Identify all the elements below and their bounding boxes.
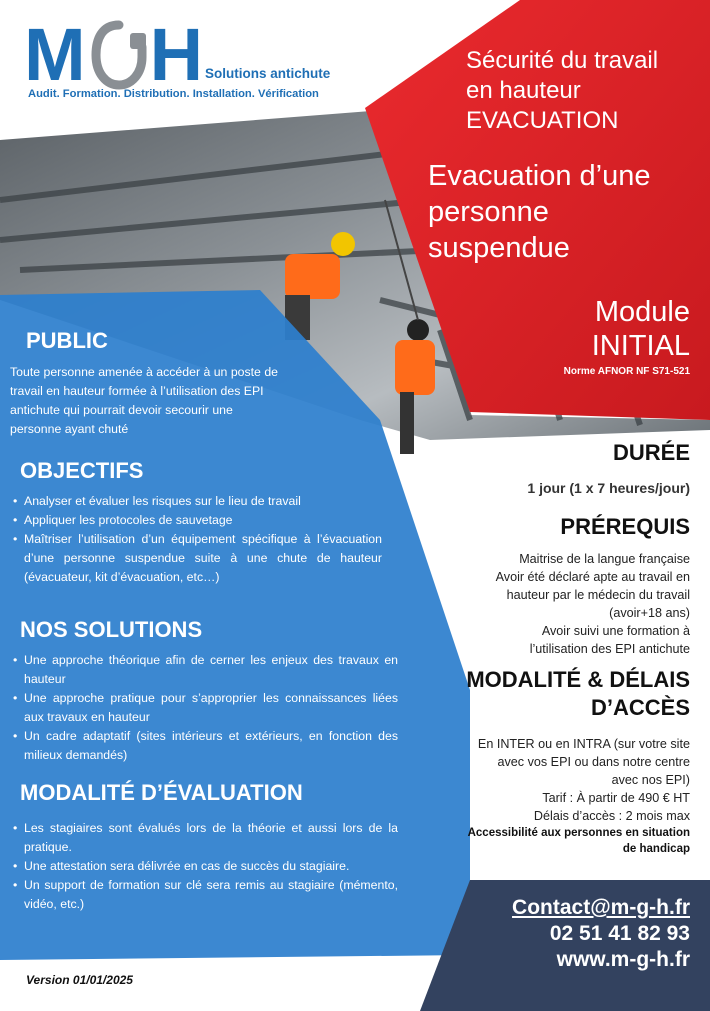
title-line-2: en hauteur [466, 77, 581, 104]
carabiner-icon [90, 19, 148, 91]
logo [24, 13, 206, 96]
list-item: • Maîtriser l’utilisation d’un équipement spécifique à l’évacuation d’une personne suspendue suite à une chute de hauteur (évacuateur, kit d’évacuation, etc…) [12, 530, 382, 587]
list-item: • Les stagiaires sont évalués lors de la théorie et aussi lors de la pratique. [12, 819, 398, 857]
objectifs-list [12, 492, 382, 587]
contact-phone[interactable]: 02 51 41 82 93 [549, 922, 690, 945]
evaluation-heading: MODALITÉ D’ÉVALUATION [20, 780, 303, 805]
logo-letter-m: M [24, 13, 88, 96]
title-line-1: Sécurité du travail [466, 47, 659, 74]
evaluation-list [12, 819, 398, 914]
acces-line: avec vos EPI ou dans notre centre [497, 755, 690, 769]
public-text: Toute personne amenée à accéder à un poste de travail en hauteur formée à l’utilisation des EPI antichute qui pourrait devoir secourir une personne ayant chuté [10, 365, 278, 436]
prerequis-line: (avoir+18 ans) [609, 606, 690, 620]
acces-line: En INTER ou en INTRA (sur votre site [477, 737, 690, 751]
prerequis-line: l’utilisation des EPI antichute [529, 642, 690, 656]
title-line-3: EVACUATION [466, 107, 619, 134]
solutions-list [12, 651, 398, 765]
list-item: • Appliquer les protocoles de sauvetage [12, 511, 382, 530]
accessibility-line: de handicap [622, 843, 690, 855]
accessibility-note [468, 825, 690, 857]
list-item: • Analyser et évaluer les risques sur le lieu de travail [12, 492, 382, 511]
acces-line: Délais d’accès : 2 mois max [533, 809, 690, 823]
list-item: • Un cadre adaptatif (sites intérieurs et extérieurs, en fonction des milieux demandés) [12, 727, 398, 765]
solutions-heading: NOS SOLUTIONS [20, 617, 203, 642]
list-item: • Une approche théorique afin de cerner les enjeux des travaux en hauteur [12, 651, 398, 689]
prerequis-line: Avoir suivi une formation à [541, 624, 690, 638]
version-label: Version 01/01/2025 [26, 973, 133, 987]
prerequis-text [496, 550, 690, 658]
duree-value: 1 jour (1 x 7 heures/jour) [527, 480, 690, 496]
acces-heading-line-1: MODALITÉ & DÉLAIS [466, 667, 690, 692]
acces-heading-line-2: D’ACCÈS [590, 695, 690, 720]
prerequis-line: Avoir été déclaré apte au travail en [495, 570, 690, 584]
course-title-line-2: personne [428, 196, 549, 228]
module-label: Module [594, 296, 690, 328]
logo-letter-h: H [149, 13, 206, 96]
course-title-line-1: Evacuation d’une [428, 160, 651, 192]
objectifs-heading: OBJECTIFS [20, 458, 144, 483]
prerequis-line: Maitrise de la langue française [519, 552, 690, 566]
course-title [428, 158, 698, 266]
list-item: • Une approche pratique pour s’approprier les connaissances liées aux travaux en hauteur [12, 689, 398, 727]
contact-website-link[interactable]: www.m-g-h.fr [556, 948, 690, 971]
accessibility-line: Accessibilité aux personnes en situation [467, 827, 690, 839]
acces-text [478, 735, 690, 825]
prerequis-heading: PRÉREQUIS [560, 514, 690, 539]
course-title-line-3: suspendue [428, 232, 570, 264]
norme-label: Norme AFNOR NF S71-521 [563, 366, 690, 377]
list-item: • Un support de formation sur clé sera remis au stagiaire (mémento, vidéo, etc.) [12, 876, 398, 914]
acces-line: avec nos EPI) [611, 773, 690, 787]
logo-subtitle: Solutions antichute [205, 66, 331, 81]
prerequis-line: hauteur par le médecin du travail [506, 588, 690, 602]
contact-email-link[interactable]: Contact@m-g-h.fr [512, 896, 690, 919]
acces-line: Tarif : À partir de 490 € HT [542, 791, 690, 805]
logo-tagline: Audit. Formation. Distribution. Installation. Vérification [28, 88, 319, 100]
acces-heading [466, 666, 690, 722]
public-heading: PUBLIC [26, 328, 108, 353]
duree-heading: DURÉE [612, 440, 690, 465]
module-value: INITIAL [591, 330, 690, 362]
page-title [466, 46, 706, 136]
list-item: • Une attestation sera délivrée en cas de succès du stagiaire. [12, 857, 398, 876]
